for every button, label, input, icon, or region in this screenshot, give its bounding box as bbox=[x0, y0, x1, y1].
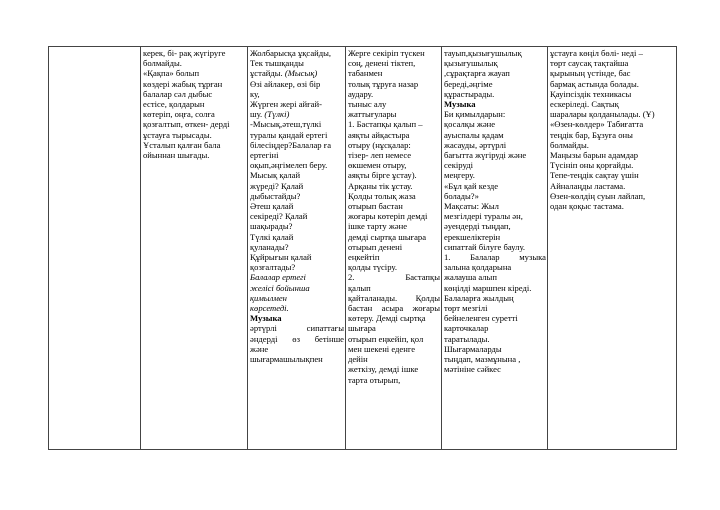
text-line: 1. Бастапқы қалып – bbox=[348, 119, 423, 130]
text-line: көңілді маршпен кіреді. bbox=[444, 282, 532, 293]
text-line: шаралары қолданылады. (Ұ) bbox=[550, 109, 655, 120]
text-line: бейнеленген суретті bbox=[444, 313, 518, 324]
text-line: ку, bbox=[250, 88, 260, 99]
text-line: теңдік бар, Бұзуға оны bbox=[550, 129, 633, 140]
text-line: мәтініне сәйкес bbox=[444, 364, 501, 375]
text-line: ұстауға көңіл бөлі- неді – bbox=[550, 48, 643, 58]
text-line: тыңдап, мазмұнына , bbox=[444, 354, 521, 365]
text-line: шақырады? bbox=[250, 221, 293, 232]
text-line: Құйрығын қалай bbox=[250, 252, 312, 263]
text-line: еңкейтіп bbox=[348, 252, 380, 263]
text-run-italic: (Түлкі) bbox=[264, 109, 290, 120]
text-line: ертегіні bbox=[250, 150, 279, 161]
text-line: Қауіпсіздік техникасы bbox=[550, 88, 632, 99]
text-line: жүреді? Қалай bbox=[250, 180, 304, 191]
text-line: туралы қандай ертегі bbox=[250, 129, 328, 140]
text-line bbox=[250, 109, 344, 119]
text-line: қозғалтып, өткен- дерді bbox=[143, 119, 230, 130]
text-line: ішке тарту және bbox=[348, 221, 408, 232]
text-line: дыбыстайды? bbox=[250, 190, 301, 201]
lesson-plan-table bbox=[48, 46, 677, 450]
text-line: Жерге секіріп түскен bbox=[348, 48, 425, 58]
text-line: болады?» bbox=[444, 190, 479, 201]
text-line: төрт саусақ тақтайша bbox=[550, 58, 629, 69]
text-run: ұстайды. bbox=[250, 68, 285, 79]
text-line: қайталанады. Қолды bbox=[348, 292, 440, 303]
text-line: тыныс алу bbox=[348, 99, 387, 110]
table-row bbox=[49, 47, 677, 450]
text-line: Би қимылдарын: bbox=[444, 109, 506, 120]
text-line: болмайды. bbox=[550, 139, 589, 150]
text-line: Түлкі қалай bbox=[250, 231, 294, 242]
text-line: отырып еңкейіп, қол bbox=[348, 333, 424, 344]
text-line: шығара bbox=[348, 323, 376, 334]
text-line: «Қақпа» болып bbox=[143, 68, 200, 79]
text-line: аяқты бірге ұстау). bbox=[348, 170, 417, 181]
table-cell-safety-nature bbox=[548, 47, 677, 450]
text-line: әндерді өз бетінше bbox=[250, 333, 344, 344]
text-line: Музыка bbox=[250, 313, 282, 324]
table-cell-music-activity bbox=[442, 47, 548, 450]
text-line: Өзен-көлдің суын лайлап, bbox=[550, 190, 646, 201]
text-line: қуланады? bbox=[250, 241, 289, 252]
text-line: -Мысық,әтеш,түлкі bbox=[250, 119, 322, 130]
text-line: соң, денені тіктеп, bbox=[348, 58, 416, 69]
text-line: таратылады. bbox=[444, 333, 490, 344]
text-line: тізер- леп немесе bbox=[348, 150, 412, 161]
text-line: және bbox=[250, 343, 269, 354]
text-line: әуендерді тыңдап, bbox=[444, 221, 511, 232]
text-line: жалауша алып bbox=[444, 272, 497, 283]
text-line: жасауды, әртүрлі bbox=[444, 139, 507, 150]
text-line: жеткізу, демді ішке bbox=[348, 364, 419, 375]
text-line: жаттығулары bbox=[348, 109, 397, 120]
text-line: қосалқы және bbox=[444, 119, 496, 130]
text-line: «Бұл қай кезде bbox=[444, 180, 499, 191]
text-line: 1. Балалар музыка bbox=[444, 252, 546, 263]
text-line: секіреді? Қалай bbox=[250, 211, 308, 222]
text-line: білесіңдер?Балалар ға bbox=[250, 139, 332, 150]
text-line: Жүрген жері айғай- bbox=[250, 99, 322, 110]
text-line: 2. Бастапқы bbox=[348, 272, 440, 283]
text-line: отырып бастан bbox=[348, 201, 403, 212]
text-line: карточкалар bbox=[444, 323, 489, 334]
text-line: сипаттай білуге баулу. bbox=[444, 241, 526, 252]
text-line: шығармашылықпен bbox=[250, 354, 323, 365]
text-line: ұстауға тырысады. bbox=[143, 129, 212, 140]
text-line: Өзі айлакер, өзі бір bbox=[250, 78, 321, 89]
text-line: мен шекені еденге bbox=[348, 343, 416, 354]
text-line: демді сыртқа шығара bbox=[348, 231, 427, 242]
text-line: керек, бі- рақ жүгіруге bbox=[143, 48, 226, 58]
text-line: бармақ астында болады. bbox=[550, 78, 639, 89]
text-line: тауып,қызығушылық bbox=[444, 48, 522, 58]
text-line: қырының үстінде, бас bbox=[550, 68, 631, 79]
table-cell-breathing-exercises bbox=[346, 47, 442, 450]
text-line: балалар сәл дыбыс bbox=[143, 88, 213, 99]
text-line: Маңызы барын адамдар bbox=[550, 150, 639, 161]
text-line: Тек тышқанды bbox=[250, 58, 304, 69]
text-line: Музыка bbox=[444, 99, 476, 110]
text-line: отырып денені bbox=[348, 241, 403, 252]
text-line: Қолды толық жаза bbox=[348, 190, 416, 201]
table-cell-game-description bbox=[141, 47, 248, 450]
table-cell-empty bbox=[49, 47, 141, 450]
text-line: өкшемен отыру, bbox=[348, 160, 407, 171]
text-run: шу. bbox=[250, 109, 265, 120]
text-line: Түсініп оны қорғайды. bbox=[550, 160, 634, 171]
text-line: Балаларға жылдың bbox=[444, 292, 514, 303]
text-line: қалып bbox=[348, 282, 371, 293]
text-line: Балалар ертегі bbox=[250, 272, 306, 283]
text-line: көрсетеді. bbox=[250, 303, 289, 314]
text-line: төрт мезгілі bbox=[444, 303, 488, 314]
text-run-italic: (Мысық) bbox=[284, 68, 318, 79]
text-line: ерекшеліктерін bbox=[444, 231, 501, 242]
text-line: дейін bbox=[348, 354, 368, 365]
text-line: Ұсталып қалған бала bbox=[143, 139, 221, 150]
text-line: әртүрлі сипаттағы bbox=[250, 323, 344, 334]
text-line: секіруді bbox=[444, 160, 473, 171]
text-line: меңгеру. bbox=[444, 170, 475, 181]
text-line: жоғары көтеріп демді bbox=[348, 211, 428, 222]
text-line: Шығармаларды bbox=[444, 343, 502, 354]
text-line: қызығушылық bbox=[444, 58, 498, 69]
text-line: болмайды. bbox=[143, 58, 182, 69]
text-line: қозғалтады? bbox=[250, 262, 296, 273]
text-line: Әтеш қалай bbox=[250, 201, 294, 212]
text-line: қимылмен bbox=[250, 292, 287, 303]
text-line: естісе, қолдарын bbox=[143, 99, 205, 110]
text-line: толық тұруға назар bbox=[348, 78, 419, 89]
table-cell-riddles-fairy-tale bbox=[248, 47, 346, 450]
text-line: одан қоқыс тастама. bbox=[550, 201, 624, 212]
text-line: Айналаңды ластама. bbox=[550, 180, 626, 191]
text-line: бастан асыра жоғары bbox=[348, 303, 440, 314]
text-line: отыру (нұсқалар: bbox=[348, 139, 411, 150]
text-line: ескеріледі. Сақтық bbox=[550, 99, 619, 110]
text-line: ойыннан шығады. bbox=[143, 150, 210, 161]
text-line: Арқаны тік ұстау. bbox=[348, 180, 413, 191]
text-line: Тепе-теңдік сақтау үшін bbox=[550, 170, 639, 181]
text-line: көздері жабық тұрған bbox=[143, 78, 223, 89]
text-line: ,сұрақтарға жауап bbox=[444, 68, 510, 79]
text-line: Жолбарысқа ұқсайды, bbox=[250, 48, 332, 58]
text-line: аудару. bbox=[348, 88, 374, 99]
text-line: залына қолдарына bbox=[444, 262, 512, 273]
text-line: Мақсаты: Жыл bbox=[444, 201, 499, 212]
text-line: оқып,әңгімелеп беру. bbox=[250, 160, 328, 171]
text-line: береді,әңгіме bbox=[444, 78, 493, 89]
text-line: аяқты айқастыра bbox=[348, 129, 410, 140]
text-line: мезгілдері туралы ән, bbox=[444, 211, 523, 222]
text-line: Мысық қалай bbox=[250, 170, 301, 181]
text-line: көтеру. Демді сыртқа bbox=[348, 313, 426, 324]
text-line: қолды түсіру. bbox=[348, 262, 397, 273]
text-line: «Өзен-көлдер» Табиғатта bbox=[550, 119, 644, 130]
text-line: көтеріп, оңға, солға bbox=[143, 109, 215, 120]
text-line: тарта отырып, bbox=[348, 374, 401, 385]
text-line: табанмен bbox=[348, 68, 383, 79]
text-line: ауыспалы қадам bbox=[444, 129, 504, 140]
text-line: құрастырады. bbox=[444, 88, 495, 99]
text-line: желісі бойынша bbox=[250, 282, 310, 293]
text-line: бағытта жүгіруді және bbox=[444, 150, 527, 161]
text-line bbox=[250, 68, 344, 78]
